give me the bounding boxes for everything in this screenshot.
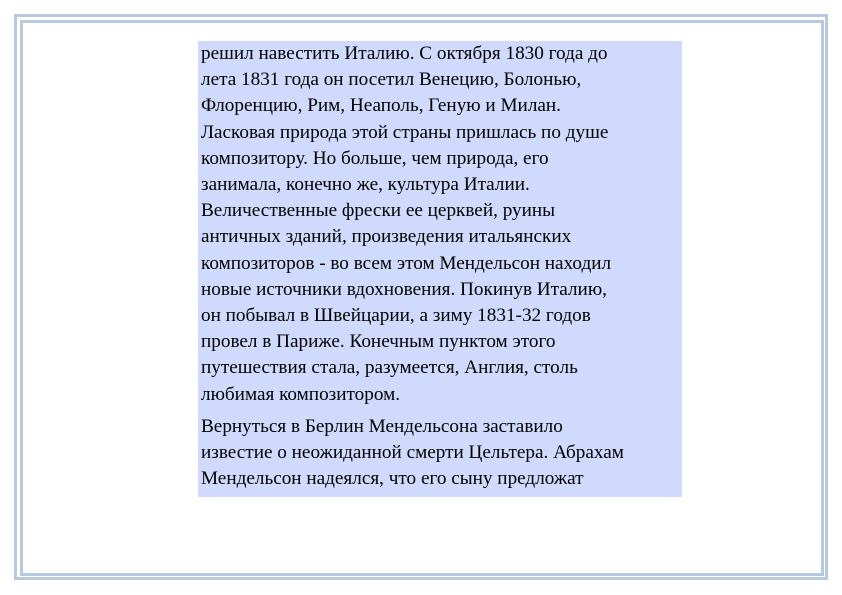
paragraph-2: Вернуться в Берлин Мендельсона заставило известие о неожиданной смерти Цельтера. Абрахам Мендельсон надеялся, что его сыну предложат [201,415,624,490]
paragraph-1: решил навестить Италию. С октября 1830 года до лета 1831 года он посетил Венецию, Болонью, Флоренцию, Рим, Неаполь, Геную и Милан. Ласковая природа этой страны пришлась по душе композитору. Но больше, чем природа, его занимала, конечно же, культура Италии. Величественные фрески ее церквей, руины античных зданий, произведения итальянских композиторов - во всем этом Мендельсон находил новые источники вдохновения. Покинув Италию, он побывал в Швейцарии, а зиму 1831-32 годов провел в Париже. Конечным пунктом этого путешествия стала, разумеется, Англия, столь любимая композитором. [201,43,612,405]
text-box [198,41,682,497]
